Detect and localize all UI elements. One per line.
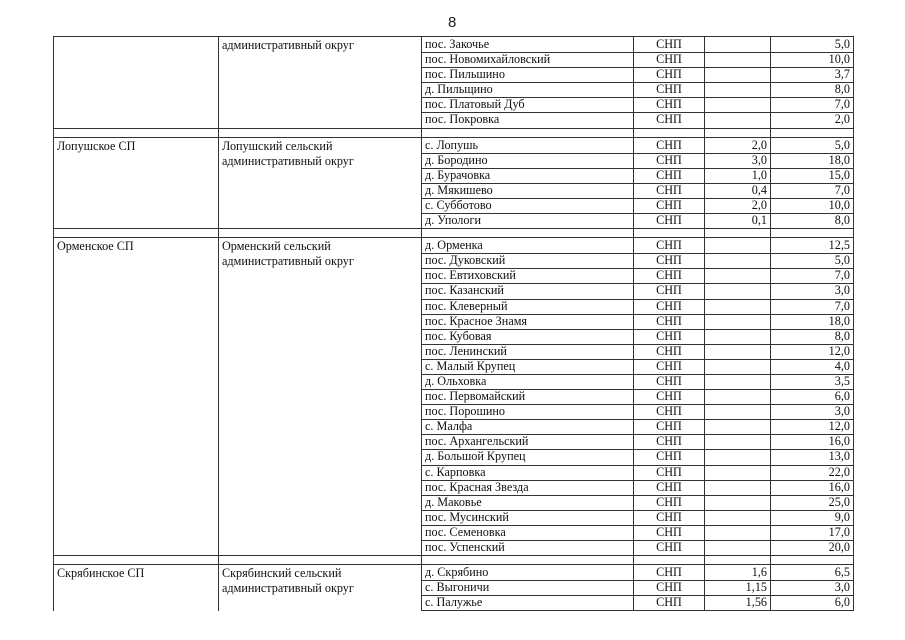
settlement-distance: 10,0: [771, 53, 854, 68]
settlement-area: [705, 541, 771, 556]
spacer-cell: [219, 229, 422, 238]
settlement-name: д. Бородино: [422, 153, 634, 168]
settlement-type: СНП: [634, 68, 705, 83]
spacer-cell: [422, 229, 634, 238]
settlement-type: СНП: [634, 329, 705, 344]
settlement-area: [705, 359, 771, 374]
settlement-distance: 18,0: [771, 314, 854, 329]
settlement-type: СНП: [634, 269, 705, 284]
settlement-area: [705, 269, 771, 284]
spacer-cell: [771, 128, 854, 137]
settlement-area: [705, 314, 771, 329]
settlement-distance: 22,0: [771, 465, 854, 480]
table-row: [54, 37, 854, 53]
settlement-name: д. Мякишево: [422, 183, 634, 198]
settlement-area: [705, 374, 771, 389]
settlement-type: СНП: [634, 565, 705, 581]
settlement-type: СНП: [634, 53, 705, 68]
settlement-name: д. Большой Крупец: [422, 450, 634, 465]
spacer-cell: [634, 556, 705, 565]
settlement-area: 1,56: [705, 596, 771, 611]
settlement-type: СНП: [634, 495, 705, 510]
settlement-distance: 8,0: [771, 214, 854, 229]
settlement-name: пос. Мусинский: [422, 510, 634, 525]
group-spacer: [54, 128, 854, 137]
settlement-type: СНП: [634, 374, 705, 389]
settlement-distance: 7,0: [771, 98, 854, 113]
settlement-type: СНП: [634, 435, 705, 450]
spacer-cell: [705, 229, 771, 238]
settlement-type: СНП: [634, 299, 705, 314]
settlement-distance: 18,0: [771, 153, 854, 168]
settlement-distance: 20,0: [771, 541, 854, 556]
settlement-type: СНП: [634, 390, 705, 405]
spacer-cell: [771, 229, 854, 238]
settlement-type: СНП: [634, 525, 705, 540]
settlement-name: д. Пильщино: [422, 83, 634, 98]
settlement-area: [705, 450, 771, 465]
settlement-area: [705, 405, 771, 420]
settlement-area: 0,1: [705, 214, 771, 229]
settlement-type: СНП: [634, 596, 705, 611]
settlement-distance: 13,0: [771, 450, 854, 465]
settlement-area: [705, 37, 771, 53]
settlement-type: СНП: [634, 284, 705, 299]
settlement-area: 1,15: [705, 581, 771, 596]
page-number: 8: [448, 14, 457, 31]
spacer-cell: [634, 128, 705, 137]
settlement-area: [705, 53, 771, 68]
settlement-distance: 6,0: [771, 390, 854, 405]
settlement-distance: 7,0: [771, 183, 854, 198]
settlement-area: [705, 495, 771, 510]
settlement-area: [705, 525, 771, 540]
settlement-area: [705, 238, 771, 254]
settlement-name: д. Маковье: [422, 495, 634, 510]
settlement-distance: 6,5: [771, 565, 854, 581]
table-row: [54, 137, 854, 153]
settlement-area: [705, 254, 771, 269]
settlement-name: пос. Платовый Дуб: [422, 98, 634, 113]
settlement-area: [705, 344, 771, 359]
settlement-name: пос. Ленинский: [422, 344, 634, 359]
settlement-area: [705, 435, 771, 450]
settlement-name: д. Бурачовка: [422, 168, 634, 183]
settlement-distance: 17,0: [771, 525, 854, 540]
settlement-name: с. Субботово: [422, 198, 634, 213]
settlement-distance: 12,0: [771, 344, 854, 359]
settlement-name: пос. Пильшино: [422, 68, 634, 83]
settlement-type: СНП: [634, 359, 705, 374]
settlement-area: 0,4: [705, 183, 771, 198]
settlement-municipality: Лопушское СП: [54, 137, 219, 229]
settlement-name: пос. Покровка: [422, 113, 634, 128]
settlement-municipality: [54, 37, 219, 129]
settlement-distance: 6,0: [771, 596, 854, 611]
settlement-type: СНП: [634, 113, 705, 128]
group-spacer: [54, 556, 854, 565]
settlement-name: пос. Красная Звезда: [422, 480, 634, 495]
settlement-distance: 12,5: [771, 238, 854, 254]
settlement-name: с. Лопушь: [422, 137, 634, 153]
spacer-cell: [705, 556, 771, 565]
settlement-type: СНП: [634, 510, 705, 525]
settlement-name: пос. Успенский: [422, 541, 634, 556]
administrative-okrug: Лопушский сельский административный округ: [219, 137, 422, 229]
table-row: [54, 238, 854, 254]
settlement-municipality: Орменское СП: [54, 238, 219, 556]
spacer-cell: [54, 556, 219, 565]
settlement-name: д. Орменка: [422, 238, 634, 254]
settlement-name: пос. Порошино: [422, 405, 634, 420]
settlement-type: СНП: [634, 254, 705, 269]
settlement-distance: 3,0: [771, 284, 854, 299]
settlement-area: [705, 68, 771, 83]
settlement-type: СНП: [634, 183, 705, 198]
settlement-name: д. Упологи: [422, 214, 634, 229]
settlement-distance: 12,0: [771, 420, 854, 435]
settlement-type: СНП: [634, 465, 705, 480]
settlement-area: [705, 83, 771, 98]
settlement-name: с. Малфа: [422, 420, 634, 435]
settlement-type: СНП: [634, 98, 705, 113]
settlement-distance: 3,7: [771, 68, 854, 83]
spacer-cell: [54, 229, 219, 238]
settlement-name: пос. Кубовая: [422, 329, 634, 344]
settlement-name: пос. Архангельский: [422, 435, 634, 450]
settlement-area: 2,0: [705, 137, 771, 153]
settlement-type: СНП: [634, 198, 705, 213]
settlement-area: 1,0: [705, 168, 771, 183]
settlement-area: [705, 98, 771, 113]
settlement-name: д. Ольховка: [422, 374, 634, 389]
settlement-distance: 10,0: [771, 198, 854, 213]
settlement-distance: 4,0: [771, 359, 854, 374]
settlement-name: пос. Семеновка: [422, 525, 634, 540]
settlement-type: СНП: [634, 37, 705, 53]
spacer-cell: [219, 128, 422, 137]
spacer-cell: [54, 128, 219, 137]
settlement-name: пос. Евтиховский: [422, 269, 634, 284]
spacer-cell: [422, 128, 634, 137]
settlement-type: СНП: [634, 581, 705, 596]
settlement-distance: 2,0: [771, 113, 854, 128]
settlement-type: СНП: [634, 153, 705, 168]
settlement-type: СНП: [634, 238, 705, 254]
settlement-distance: 5,0: [771, 254, 854, 269]
settlement-distance: 3,5: [771, 374, 854, 389]
spacer-cell: [422, 556, 634, 565]
settlement-type: СНП: [634, 344, 705, 359]
settlement-name: пос. Первомайский: [422, 390, 634, 405]
settlement-type: СНП: [634, 450, 705, 465]
settlement-distance: 8,0: [771, 329, 854, 344]
settlement-name: пос. Закочье: [422, 37, 634, 53]
settlement-municipality: Скрябинское СП: [54, 565, 219, 611]
settlement-type: СНП: [634, 541, 705, 556]
settlement-name: пос. Клеверный: [422, 299, 634, 314]
settlements-table-body: [54, 37, 854, 611]
spacer-cell: [219, 556, 422, 565]
table-row: [54, 565, 854, 581]
settlement-distance: 15,0: [771, 168, 854, 183]
administrative-okrug: административный округ: [219, 37, 422, 129]
settlement-name: с. Выгоничи: [422, 581, 634, 596]
settlement-name: д. Скрябино: [422, 565, 634, 581]
settlement-area: [705, 284, 771, 299]
settlement-name: пос. Дуковский: [422, 254, 634, 269]
settlement-area: 3,0: [705, 153, 771, 168]
settlement-area: [705, 510, 771, 525]
settlement-area: [705, 390, 771, 405]
settlement-distance: 5,0: [771, 137, 854, 153]
spacer-cell: [705, 128, 771, 137]
group-spacer: [54, 229, 854, 238]
administrative-okrug: Орменский сельский административный округ: [219, 238, 422, 556]
settlement-distance: 8,0: [771, 83, 854, 98]
spacer-cell: [771, 556, 854, 565]
settlement-distance: 25,0: [771, 495, 854, 510]
settlement-name: пос. Красное Знамя: [422, 314, 634, 329]
settlement-name: пос. Казанский: [422, 284, 634, 299]
settlement-name: с. Карповка: [422, 465, 634, 480]
settlement-name: с. Малый Крупец: [422, 359, 634, 374]
settlement-type: СНП: [634, 168, 705, 183]
settlement-distance: 16,0: [771, 480, 854, 495]
spacer-cell: [634, 229, 705, 238]
settlement-type: СНП: [634, 314, 705, 329]
settlement-area: [705, 465, 771, 480]
settlement-area: [705, 329, 771, 344]
settlement-area: [705, 420, 771, 435]
settlement-type: СНП: [634, 137, 705, 153]
settlement-area: [705, 299, 771, 314]
settlement-type: СНП: [634, 405, 705, 420]
settlement-area: [705, 113, 771, 128]
settlement-type: СНП: [634, 83, 705, 98]
settlement-distance: 7,0: [771, 299, 854, 314]
settlement-distance: 9,0: [771, 510, 854, 525]
settlement-distance: 16,0: [771, 435, 854, 450]
settlement-distance: 3,0: [771, 581, 854, 596]
administrative-okrug: Скрябинский сельский административный округ: [219, 565, 422, 611]
settlement-area: 2,0: [705, 198, 771, 213]
settlement-name: пос. Новомихайловский: [422, 53, 634, 68]
settlement-area: [705, 480, 771, 495]
settlement-type: СНП: [634, 420, 705, 435]
settlement-distance: 7,0: [771, 269, 854, 284]
settlements-table: [53, 36, 854, 611]
settlement-area: 1,6: [705, 565, 771, 581]
settlement-distance: 5,0: [771, 37, 854, 53]
settlement-type: СНП: [634, 214, 705, 229]
settlement-type: СНП: [634, 480, 705, 495]
settlement-name: с. Палужье: [422, 596, 634, 611]
settlement-distance: 3,0: [771, 405, 854, 420]
